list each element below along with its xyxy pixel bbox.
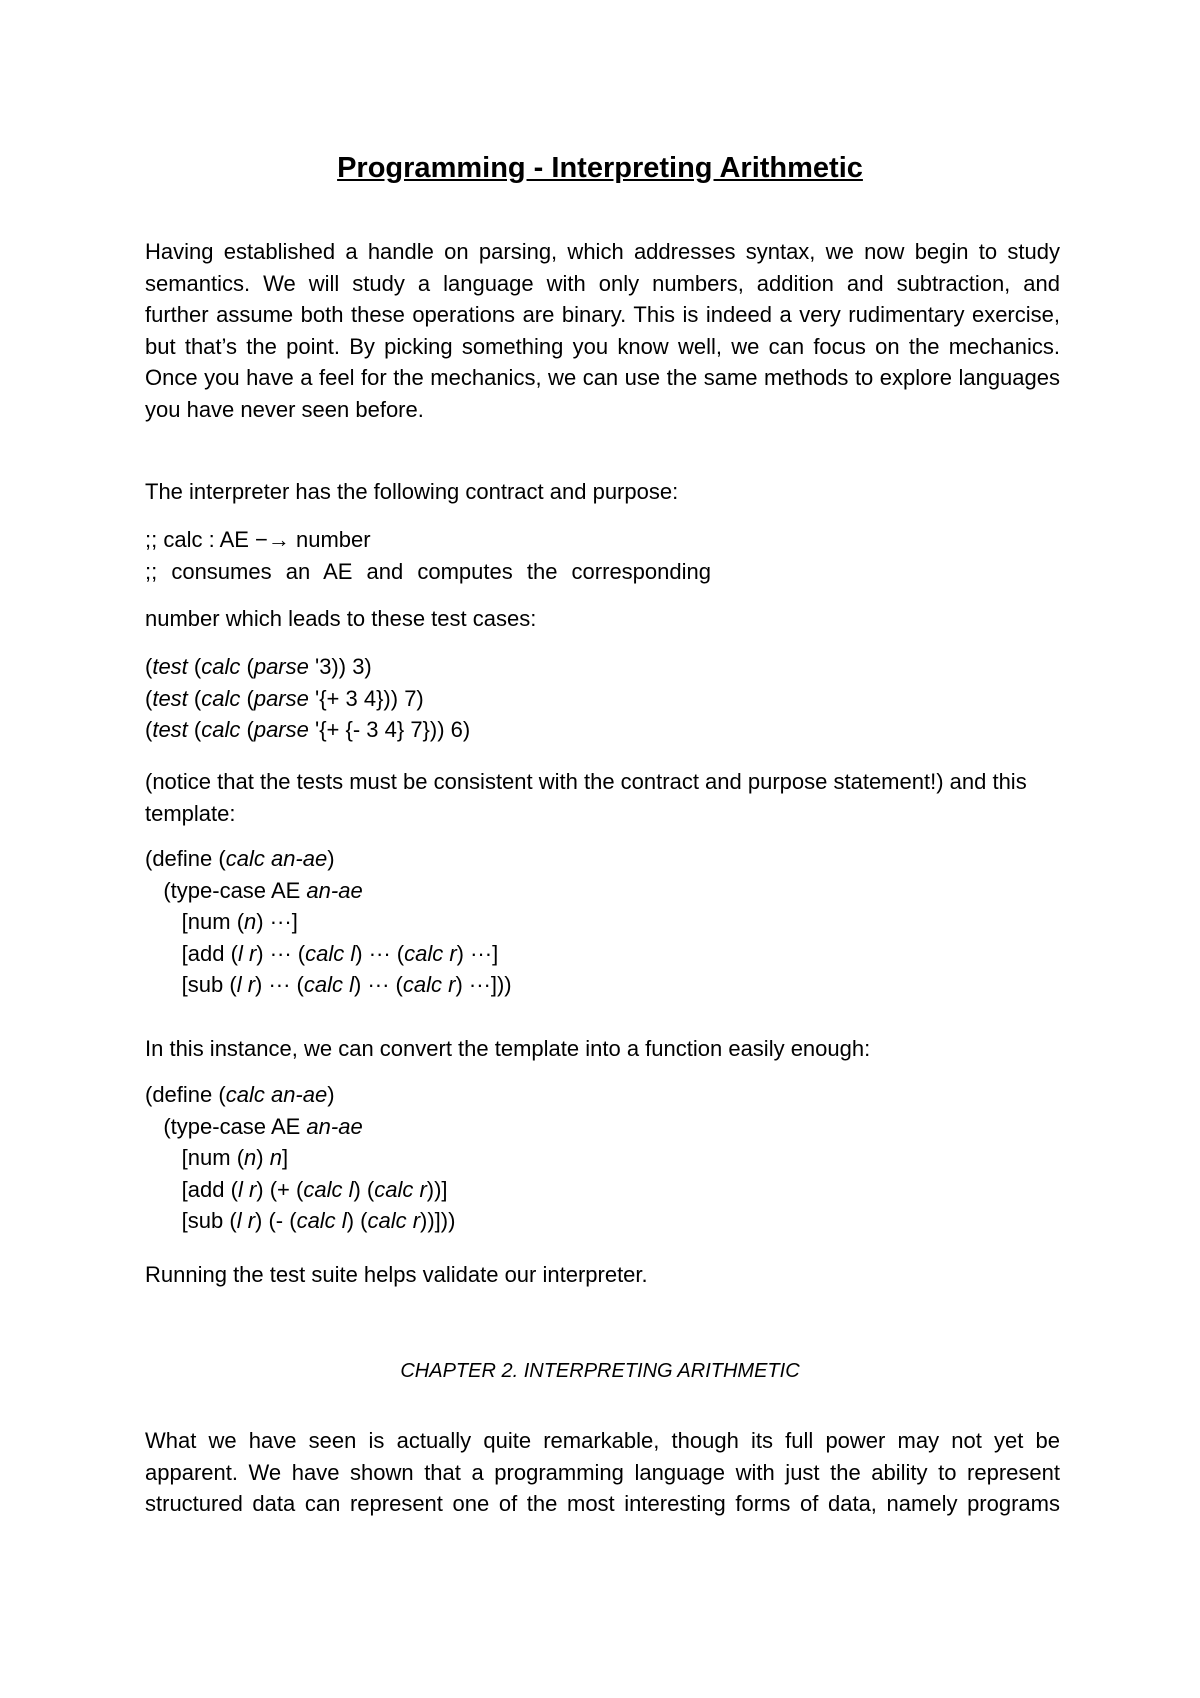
test-cases <box>145 651 1060 746</box>
code-line: [sub (l r) ··· (calc l) ··· (calc r) ···])) <box>145 972 512 997</box>
code-line: (define (calc an-ae) <box>145 1082 335 1107</box>
code-line: [sub (l r) (- (calc l) (calc r))])) <box>145 1208 456 1233</box>
code-line: [add (l r) (+ (calc l) (calc r))] <box>145 1176 448 1202</box>
code-line: (type-case AE an-ae <box>145 1113 363 1139</box>
chapter-header: CHAPTER 2. INTERPRETING ARITHMETIC <box>400 1360 800 1382</box>
contract-intro: The interpreter has the following contract and purpose: <box>145 479 679 504</box>
intro-line: but that’s the point. By picking something you know well, we can focus on the mechanics. <box>145 333 1060 359</box>
contract-line: ;; calc : AE −→ number <box>145 527 371 552</box>
contract-line: ;; consumes an AE and computes the corresponding <box>145 558 711 584</box>
contract-comment <box>145 524 1060 587</box>
intro-line: Having established a handle on parsing, which addresses syntax, we now begin to study <box>145 239 1060 264</box>
code-line: [add (l r) ··· (calc l) ··· (calc r) ···] <box>145 940 499 966</box>
test-case: (test (calc (parse '{+ {- 3 4} 7})) 6) <box>145 717 471 742</box>
code-line: (define (calc an-ae) <box>145 846 335 871</box>
intro-line: further assume both these operations are binary. This is indeed a very rudimentary exercise, <box>145 302 1060 327</box>
code-line: [num (n) n] <box>145 1145 289 1170</box>
code-line: [num (n) ···] <box>145 909 298 934</box>
closing-line: structured data can represent one of the most interesting forms of data, namely programs <box>145 1491 1060 1516</box>
closing-line: apparent. We have shown that a programming language with just the ability to represent <box>145 1459 1060 1485</box>
function-code <box>145 1079 1060 1237</box>
intro-line-last: you have never seen before. <box>145 396 424 422</box>
closing-paragraph <box>145 1425 1060 1520</box>
intro-line: semantics. We will study a language with only numbers, addition and subtraction, and <box>145 270 1060 296</box>
notice-line: (notice that the tests must be consistent with the contract and purpose statement!) and this <box>145 769 1027 794</box>
test-intro: number which leads to these test cases: <box>145 606 537 631</box>
closing-line: What we have seen is actually quite remarkable, though its full power may not yet be <box>145 1428 1060 1453</box>
template-code <box>145 843 1060 1001</box>
test-case: (test (calc (parse '{+ 3 4})) 7) <box>145 685 424 711</box>
code-line: (type-case AE an-ae <box>145 877 363 903</box>
running-line: Running the test suite helps validate our interpreter. <box>145 1262 648 1287</box>
test-case: (test (calc (parse '3)) 3) <box>145 654 372 679</box>
convert-intro: In this instance, we can convert the template into a function easily enough: <box>145 1036 871 1061</box>
notice-paragraph <box>145 766 1060 829</box>
notice-line-last: template: <box>145 800 236 826</box>
intro-paragraph <box>145 236 1060 425</box>
page-title: Programming - Interpreting Arithmetic <box>337 152 863 184</box>
intro-line: Once you have a feel for the mechanics, we can use the same methods to explore languages <box>145 365 1060 390</box>
